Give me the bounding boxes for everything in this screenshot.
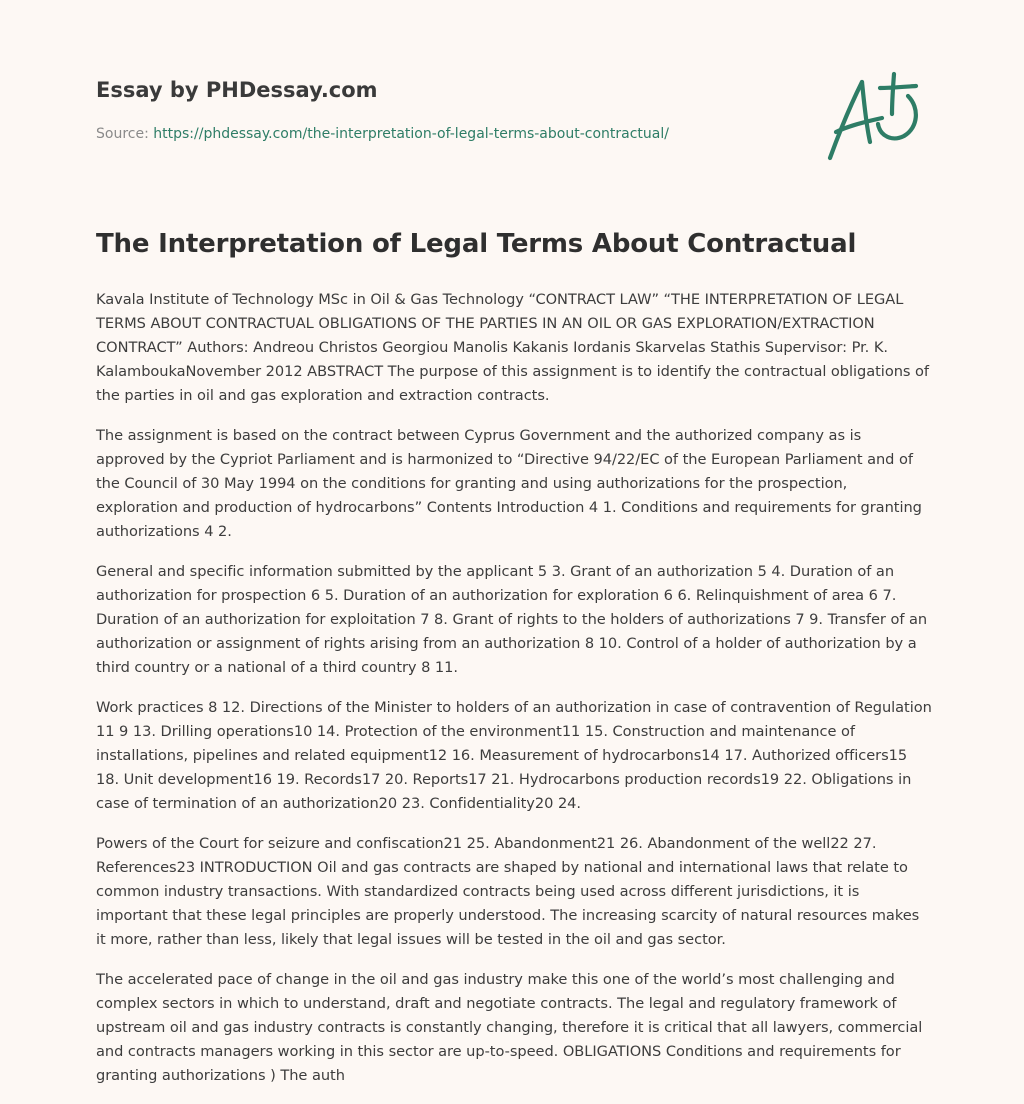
article-paragraph: General and specific information submitted by the applicant 5 3. Grant of an authorization 5 4. Duration of an authorization for prospection 6 5. Duration of an authorization for exploration 6 6. Relinquishment of area 6 7. Duration of an authorization for exploitation 7 8. Grant of rights to the holders of authorizations 7 9. Transfer of an authorization or assignment of rights arising from an authorization 8 10. Control of a holder of authorization by a third country or a national of a third country 8 11. (96, 563, 928, 676)
article-paragraph: Kavala Institute of Technology MSc in Oil & Gas Technology “CONTRACT LAW” “THE INTERPRETATION OF LEGAL TERMS ABOUT CONTRACTUAL OBLIGATIONS OF THE PARTIES IN AN OIL OR GAS EXPLORATION/EXTRACTION CONTRACT” Authors: Andreou Christos Georgiou Manolis Kakanis Iordanis Skarvelas Stathis Supervisor: Pr. K. KalamboukaNovember 2012 ABSTRACT The purpose of this assignment is to identify the contractual obligations of the parties in oil and gas exploration and extraction contracts. (96, 291, 929, 404)
source-label: Source: (96, 126, 149, 142)
article-paragraph: The assignment is based on the contract between Cyprus Government and the authorized company as is approved by the Cypriot Parliament and is harmonized to “Directive 94/22/EC of the European Parliament and of the Council of 30 May 1994 on the conditions for granting and using authorizations for the prospection, exploration and production of hydrocarbons” Contents Introduction 4 1. Conditions and requirements for granting authorizations 4 2. (96, 427, 922, 540)
site-brand: Essay by PHDessay.com (96, 78, 378, 102)
article-paragraph: Work practices 8 12. Directions of the Minister to holders of an authorization in case of contravention of Regulation 11 9 13. Drilling operations10 14. Protection of the environment11 15. Construction and maintenance of installations, pipelines and related equipment12 16. Measurement of hydrocarbons14 17. Authorized officers15 18. Unit development16 19. Records17 20. Reports17 21. Hydrocarbons production records19 22. Obligations in case of termination of an authorization20 23. Confidentiality20 24. (96, 699, 932, 812)
article-paragraph: The accelerated pace of change in the oil and gas industry make this one of the world’s most challenging and complex sectors in which to understand, draft and negotiate contracts. The legal and regulatory framework of upstream oil and gas industry contracts is constantly changing, therefore it is critical that all lawyers, commercial and contracts managers working in this sector are up-to-speed. OBLIGATIONS Conditions and requirements for granting authorizations ) The auth (96, 971, 923, 1084)
essay-header (96, 74, 796, 144)
a-plus-grade-icon (822, 66, 926, 166)
source-link[interactable]: https://phdessay.com/the-interpretation-of-legal-terms-about-contractual/ (153, 126, 669, 142)
article (96, 224, 932, 1104)
article-paragraph: Powers of the Court for seizure and confiscation21 25. Abandonment21 26. Abandonment of the well22 27. References23 INTRODUCTION Oil and gas contracts are shaped by national and international laws that relate to common industry transactions. With standardized contracts being used across different jurisdictions, it is important that these legal principles are properly understood. The increasing scarcity of natural resources makes it more, rather than less, likely that legal issues will be tested in the oil and gas sector. (96, 835, 920, 948)
source-line (96, 124, 796, 144)
article-title: The Interpretation of Legal Terms About Contractual (96, 229, 857, 259)
